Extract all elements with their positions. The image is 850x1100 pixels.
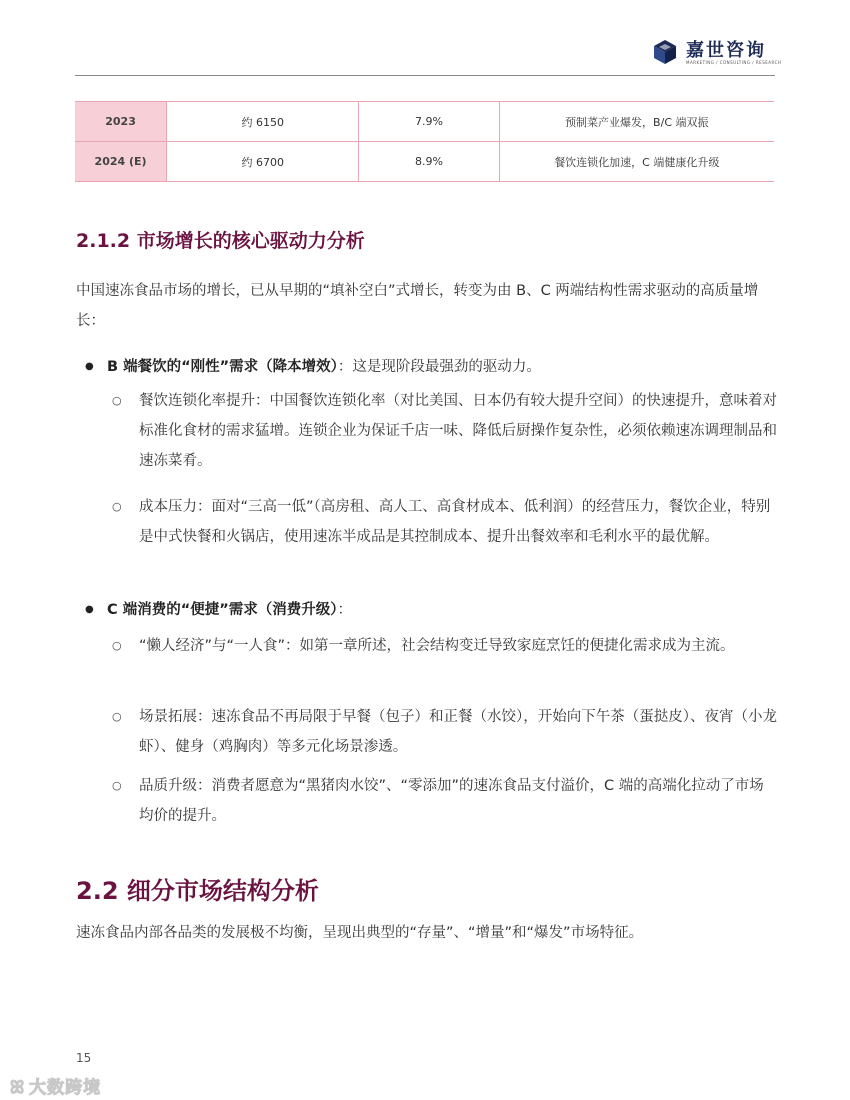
hollow-circle-bullet-icon: ○: [112, 639, 122, 652]
list-item-chain-rate: [112, 386, 777, 476]
cube-logo-icon: [652, 39, 678, 65]
list-item-text: 餐饮连锁化率提升：中国餐饮连锁化率（对比美国、日本仍有较大提升空间）的快速提升，意味着对标准化食材的需求猛增。连锁企业为保证千店一味、降低后厨操作复杂性，必须依赖速冻调理制品和速冻菜肴。: [139, 393, 777, 469]
hollow-circle-bullet-icon: ○: [112, 779, 122, 792]
list-item-cost-pressure: [112, 492, 777, 552]
c-side-heading: C 端消费的“便捷”需求（消费升级）: [107, 602, 338, 618]
list-item-quality-upgrade: [112, 771, 777, 831]
hollow-circle-bullet-icon: ○: [112, 394, 122, 407]
table-cell-growth: 8.9%: [359, 142, 499, 182]
b-side-heading: B 端餐饮的“刚性”需求（降本增效）: [107, 359, 338, 375]
market-size-table: [75, 101, 774, 182]
table-row: [75, 142, 774, 182]
list-item-b-side: [85, 352, 777, 382]
hollow-circle-bullet-icon: ○: [112, 710, 122, 723]
watermark-logo-icon: ꕤ: [10, 1078, 26, 1098]
section-2-2-paragraph: 速冻食品内部各品类的发展极不均衡，呈现出典型的“存量”、“增量”和“爆发”市场特征。: [76, 925, 644, 941]
section-heading-2-2: 2.2 细分市场结构分析: [76, 877, 319, 905]
table-cell-note: 预制菜产业爆发，B/C 端双振: [499, 102, 774, 142]
brand-logo: [652, 36, 782, 70]
page-number: 15: [76, 1051, 92, 1065]
table-cell-year: 2023: [75, 102, 167, 142]
table-row: [75, 102, 774, 142]
table-cell-growth: 7.9%: [359, 102, 499, 142]
section-intro-paragraph: 中国速冻食品市场的增长，已从早期的“填补空白”式增长，转变为由 B、C 两端结构性需求驱动的高质量增长：: [76, 283, 759, 329]
list-item-text: “懒人经济”与“一人食”：如第一章所述，社会结构变迁导致家庭烹饪的便捷化需求成为主流。: [139, 638, 735, 654]
section-heading-2-1-2: 2.1.2 市场增长的核心驱动力分析: [76, 230, 365, 252]
list-item-c-side: [85, 595, 777, 625]
brand-name: 嘉世咨询: [686, 40, 766, 61]
list-item-scenario-expansion: [112, 702, 777, 762]
watermark-text: 大数跨境: [29, 1078, 102, 1098]
table-cell-note: 餐饮连锁化加速，C 端健康化升级: [499, 142, 774, 182]
table-cell-value: 约 6700: [167, 142, 359, 182]
table-cell-year: 2024 (E): [75, 142, 167, 182]
list-item-text: 场景拓展：速冻食品不再局限于早餐（包子）和正餐（水饺），开始向下午茶（蛋挞皮）、夜宵（小龙虾）、健身（鸡胸肉）等多元化场景渗透。: [139, 709, 777, 755]
hollow-circle-bullet-icon: ○: [112, 500, 122, 513]
filled-circle-bullet-icon: ●: [85, 361, 94, 372]
list-item-text: 成本压力：面对“三高一低”（高房租、高人工、高食材成本、低利润）的经营压力，餐饮企业，特别是中式快餐和火锅店，使用速冻半成品是其控制成本、提升出餐效率和毛利水平的最优解。: [139, 499, 771, 545]
filled-circle-bullet-icon: ●: [85, 604, 94, 615]
c-side-heading-tail: ：: [337, 602, 352, 618]
watermark: [10, 1073, 101, 1098]
list-item-text: 品质升级：消费者愿意为“黑猪肉水饺”、“零添加”的速冻食品支付溢价，C 端的高端化拉动了市场均价的提升。: [139, 778, 764, 824]
b-side-heading-tail: ：这是现阶段最强劲的驱动力。: [337, 359, 541, 375]
brand-tagline: MARKETING / CONSULTING / RESEARCH: [686, 60, 782, 65]
header-divider: [75, 75, 775, 76]
list-item-lazy-economy: [112, 631, 777, 661]
table-cell-value: 约 6150: [167, 102, 359, 142]
